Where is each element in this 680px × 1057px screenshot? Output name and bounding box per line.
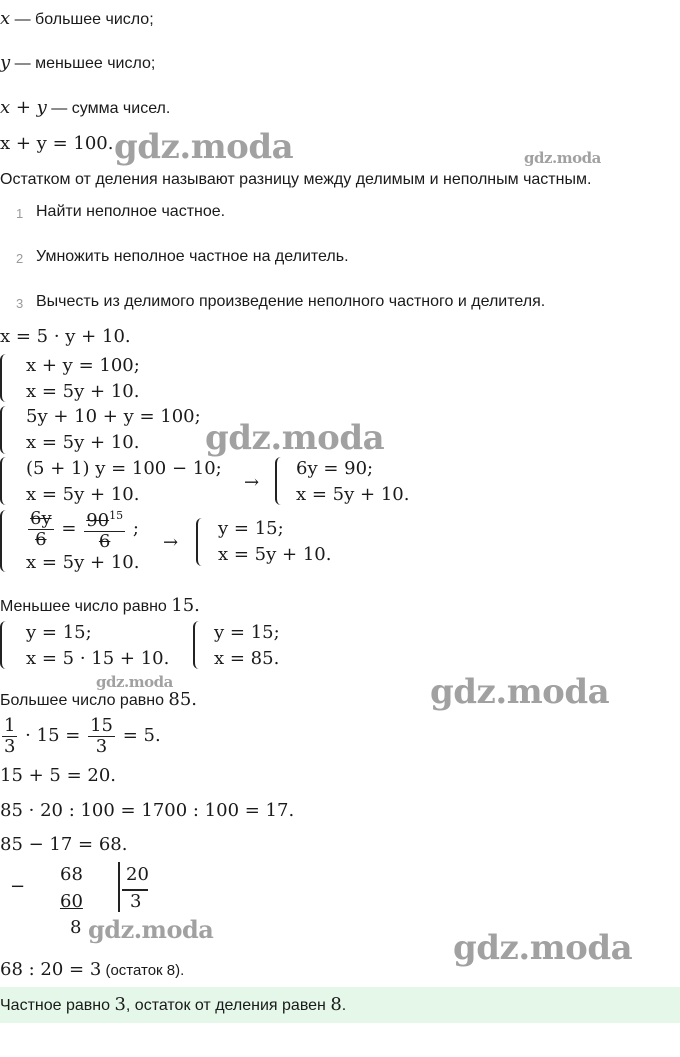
line-sum-equation <box>0 133 113 156</box>
system3-line-b: x = 5y + 10. <box>26 484 140 505</box>
brace <box>0 510 12 572</box>
system3-line-d: x = 5y + 10. <box>296 484 410 505</box>
system5-line-c: y = 15; <box>214 622 280 643</box>
divisor: 20 <box>126 864 149 885</box>
division-bar <box>118 862 120 912</box>
arrow-icon: → <box>163 532 179 553</box>
watermark: gdz.moda <box>205 418 385 458</box>
step-text: Умножить неполное частное на делитель. <box>36 248 349 265</box>
line-sum-definition <box>0 97 170 120</box>
watermark: gdz.moda <box>114 127 294 167</box>
system3-line-c: 6y = 90; <box>296 458 374 479</box>
system4-line-a: $\frac{6y}{6}$ = $\frac{90^{15}}{6}$ ; <box>30 507 139 552</box>
system1-line-b: x = 5y + 10. <box>26 381 140 402</box>
calc-fraction: $\frac{1}{3}$ · 15 = $\frac{15}{3}$ = 5. <box>4 714 161 757</box>
step-2 <box>0 248 680 270</box>
step-3 <box>0 293 680 315</box>
line-y-definition <box>0 52 155 75</box>
step-number: 3 <box>16 296 24 311</box>
fraction: $\frac{1}{3}$ <box>4 714 16 757</box>
calc-sum: 15 + 5 = 20. <box>0 765 117 786</box>
line-x-definition <box>0 8 154 31</box>
brace <box>0 406 12 454</box>
math: x + y <box>0 97 47 118</box>
var-x: x <box>0 8 11 29</box>
calc-difference: 85 − 17 = 68. <box>0 834 128 855</box>
subtrahend: 60 <box>60 891 83 912</box>
step-text: Вычесть из делимого произведение неполного частного и делителя. <box>36 293 546 310</box>
fraction-right: $\frac{90^{15}}{6}$ <box>84 506 125 552</box>
watermark: gdz.moda <box>430 672 610 712</box>
division-result: 68 : 20 = 3 (остаток 8). <box>0 959 185 980</box>
system5-line-a: y = 15; <box>26 622 92 643</box>
remainder-definition: Остатком от деления называют разницу между делимым и неполным частным. <box>0 171 592 188</box>
brace <box>196 518 208 566</box>
dividend: 68 <box>60 864 83 885</box>
system4-line-d: x = 5y + 10. <box>218 544 332 565</box>
step-number: 2 <box>16 251 24 266</box>
system4-line-b: x = 5y + 10. <box>26 552 140 573</box>
answer-box: Частное равно 3, остаток от деления равен 8. <box>0 987 680 1023</box>
brace <box>0 621 12 669</box>
brace <box>0 457 12 505</box>
quotient: 3 <box>130 891 142 912</box>
text: — большее число; <box>10 11 154 28</box>
brace <box>275 457 287 505</box>
remainder: 8 <box>70 917 82 938</box>
larger-number-line: Большее число равно 85. <box>0 689 198 710</box>
system2-line-a: 5y + 10 + y = 100; <box>26 406 201 427</box>
text: — меньшее число; <box>10 55 156 72</box>
smaller-number-line: Меньшее число равно 15. <box>0 595 200 616</box>
minus-sign: − <box>10 876 26 897</box>
system2-line-b: x = 5y + 10. <box>26 432 140 453</box>
math: x + y = 100. <box>0 133 114 154</box>
calc-percent: 85 · 20 : 100 = 1700 : 100 = 17. <box>0 800 295 821</box>
watermark: gdz.moda <box>453 928 633 968</box>
brace <box>0 354 12 402</box>
step-1 <box>0 203 680 225</box>
system5-line-b: x = 5 · 15 + 10. <box>26 648 170 669</box>
brace <box>193 621 205 669</box>
system5-line-d: x = 85. <box>214 648 280 669</box>
watermark: gdz.moda <box>88 915 214 944</box>
system3-line-a: (5 + 1) y = 100 − 10; <box>26 458 222 479</box>
step-text: Найти неполное частное. <box>36 203 226 220</box>
fraction: $\frac{15}{3}$ <box>90 714 113 757</box>
step-number: 1 <box>16 206 24 221</box>
arrow-icon: → <box>244 472 260 493</box>
fraction-left: $\frac{6y}{6}$ <box>30 507 52 550</box>
text: — сумма чисел. <box>46 100 171 117</box>
watermark: gdz.moda <box>524 149 601 167</box>
var-y: y <box>0 52 11 73</box>
system1-line-a: x + y = 100; <box>26 355 140 376</box>
system4-line-c: y = 15; <box>218 518 284 539</box>
watermark: gdz.moda <box>96 673 173 691</box>
equation-main: x = 5 · y + 10. <box>0 326 131 347</box>
